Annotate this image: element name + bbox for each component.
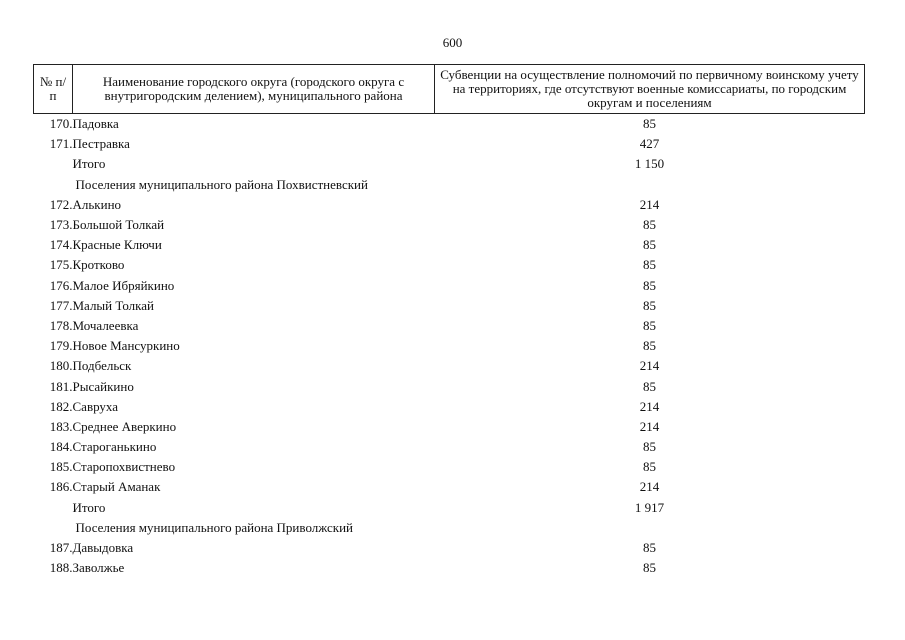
- table-row: [34, 397, 865, 417]
- row-number: 173.: [49, 217, 73, 233]
- row-name: Малый Толкай: [72, 297, 154, 313]
- row-number: 180.: [49, 358, 73, 374]
- table-row: [34, 276, 865, 296]
- row-value: 85: [643, 338, 656, 354]
- row-value: 427: [639, 136, 660, 152]
- row-number: 183.: [49, 418, 73, 434]
- row-number: 186.: [49, 479, 73, 495]
- row-name: Поселения муниципального района Похвистневский: [75, 176, 368, 192]
- row-name: Старопохвистнево: [72, 459, 176, 475]
- row-name: Поселения муниципального района Приволжский: [75, 519, 354, 535]
- table-row: [34, 195, 865, 215]
- row-number: 188.: [49, 560, 73, 576]
- row-name: Среднее Аверкино: [72, 418, 177, 434]
- table-header-row: [34, 65, 865, 114]
- row-number: 174.: [49, 237, 73, 253]
- header-number: № п/п: [34, 65, 73, 114]
- row-name: Падовка: [72, 116, 119, 132]
- table-row: [34, 538, 865, 558]
- row-number: 185.: [49, 459, 73, 475]
- row-value: 85: [643, 217, 656, 233]
- row-name: Итого: [72, 156, 106, 172]
- row-name: Подбельск: [72, 358, 132, 374]
- row-number: 172.: [49, 196, 73, 212]
- row-name: Алькино: [72, 196, 122, 212]
- row-value: 85: [643, 317, 656, 333]
- table-row: [34, 457, 865, 477]
- row-name: Савруха: [72, 398, 119, 414]
- total-row: [34, 498, 865, 518]
- table-row: [34, 336, 865, 356]
- table-row: [34, 356, 865, 376]
- table-row: [34, 255, 865, 275]
- row-number: [34, 175, 73, 195]
- table-row: [34, 134, 865, 154]
- row-name: Новое Мансуркино: [72, 338, 180, 354]
- row-name: Малое Ибряйкино: [72, 277, 175, 293]
- row-number: 182.: [49, 398, 73, 414]
- table-row: [34, 376, 865, 396]
- row-number: 179.: [49, 338, 73, 354]
- row-value: [435, 518, 865, 538]
- row-number: [34, 498, 73, 518]
- row-number: 187.: [49, 540, 73, 556]
- table-row: [34, 477, 865, 497]
- row-value: 214: [639, 196, 660, 212]
- row-value: 214: [639, 479, 660, 495]
- header-subsidy: Субвенции на осуществление полномочий по первичному воинскому учету на территориях, где отсутствуют военные комиссариаты, по городским округам и поселениям: [435, 65, 865, 114]
- row-name: Пестравка: [72, 136, 130, 152]
- row-name: Красные Ключи: [72, 237, 162, 253]
- row-name: Старый Аманак: [72, 479, 161, 495]
- row-value: 85: [643, 459, 656, 475]
- row-value: 85: [643, 257, 656, 273]
- table-row: [34, 235, 865, 255]
- row-number: 176.: [49, 277, 73, 293]
- row-value: 85: [643, 116, 656, 132]
- row-value: 85: [643, 439, 656, 455]
- row-number: [34, 518, 73, 538]
- table-row: [34, 316, 865, 336]
- row-value: 214: [639, 398, 660, 414]
- row-number: 184.: [49, 439, 73, 455]
- row-number: 181.: [49, 378, 73, 394]
- row-value: 85: [643, 540, 656, 556]
- row-value: 214: [639, 358, 660, 374]
- row-value: 1 150: [634, 156, 665, 172]
- header-name: Наименование городского округа (городского округа с внутригородским делением), муниципального района: [73, 65, 435, 114]
- row-value: 85: [643, 277, 656, 293]
- subsidy-table: [33, 64, 865, 578]
- row-value: 85: [643, 297, 656, 313]
- row-name: Рысайкино: [72, 378, 134, 394]
- table-row: [34, 296, 865, 316]
- row-number: [34, 154, 73, 174]
- row-value: 85: [643, 237, 656, 253]
- row-name: Староганькино: [72, 439, 157, 455]
- table-row: [34, 417, 865, 437]
- row-name: Кротково: [72, 257, 125, 273]
- row-name: Итого: [72, 499, 106, 515]
- section-row: [34, 518, 865, 538]
- row-number: 175.: [49, 257, 73, 273]
- row-name: Большой Толкай: [72, 217, 165, 233]
- row-value: 214: [639, 418, 660, 434]
- table-row: [34, 215, 865, 235]
- row-number: 170.: [49, 116, 73, 132]
- row-number: 178.: [49, 317, 73, 333]
- row-value: 85: [643, 378, 656, 394]
- table-body: [34, 114, 865, 579]
- row-value: 85: [643, 560, 656, 576]
- page-number: 600: [442, 35, 463, 50]
- row-number: 177.: [49, 297, 73, 313]
- row-name: Мочалеевка: [72, 317, 139, 333]
- table-row: [34, 114, 865, 135]
- section-row: [34, 175, 865, 195]
- row-name: Давыдовка: [72, 540, 134, 556]
- table-row: [34, 558, 865, 578]
- row-name: Заволжье: [72, 560, 125, 576]
- row-value: 1 917: [634, 499, 665, 515]
- table-row: [34, 437, 865, 457]
- row-value: [435, 175, 865, 195]
- total-row: [34, 154, 865, 174]
- row-number: 171.: [49, 136, 73, 152]
